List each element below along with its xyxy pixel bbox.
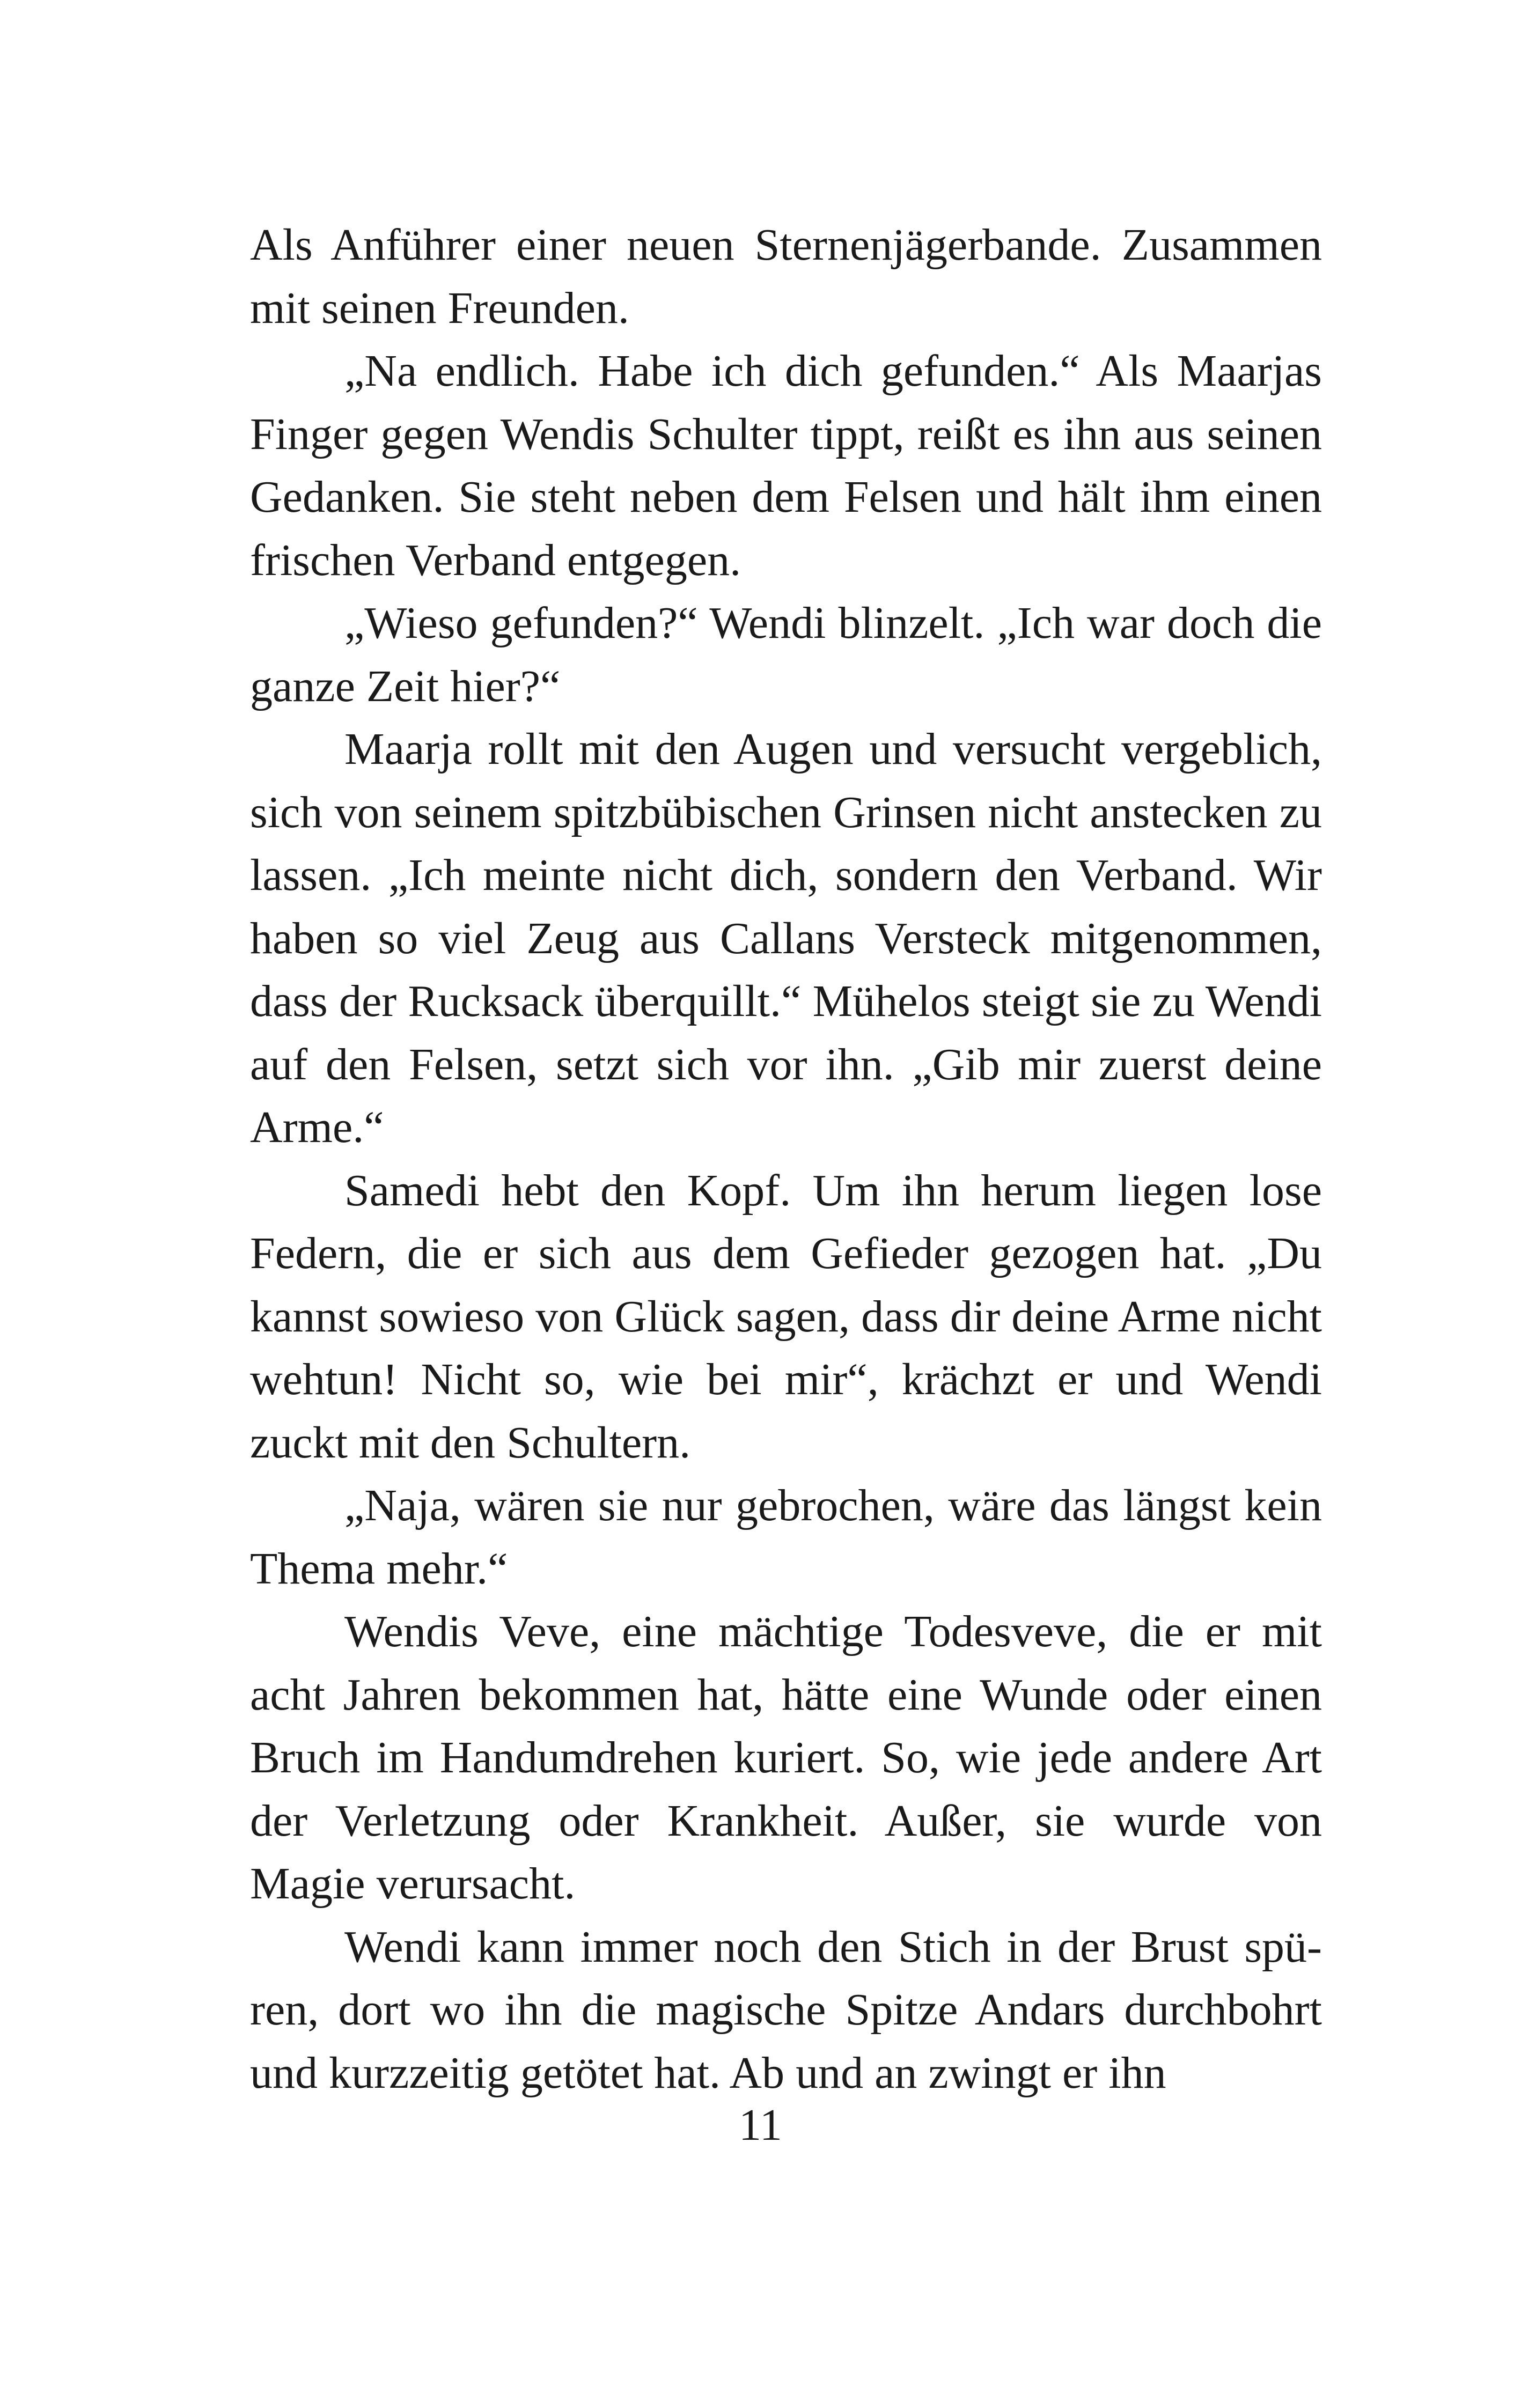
body-text [250,213,1322,2104]
paragraph: „Naja, wären sie nur gebrochen, wäre das längst kein Thema mehr.“ [250,1481,1322,1594]
paragraph: „Wieso gefunden?“ Wendi blinzelt. „Ich war doch die ganze Zeit hier?“ [250,598,1322,711]
paragraph: Wendis Veve, eine mächtige Todesveve, die er mit acht Jahren bekommen hat, hätte eine Wunde oder einen Bruch im Handumdrehen kuriert. So, wie jede andere Art der Verletzung oder Krankheit. Außer, sie wurde von Magie verursacht. [250,1607,1322,1909]
paragraph: „Na endlich. Habe ich dich gefunden.“ Als Maarjas Finger gegen Wendis Schulter tippt, reißt es ihn aus seinen Gedanken. Sie steht neben dem Felsen und hält ihm einen frischen Verband entgegen. [250,346,1322,585]
paragraph: Samedi hebt den Kopf. Um ihn herum liegen lose Federn, die er sich aus dem Gefieder gezogen hat. „Du kannst sowieso von Glück sagen, dass dir deine Arme nicht wehtun! Nicht so, wie bei mir“, krächzt er und Wendi zuckt mit den Schultern. [250,1165,1322,1468]
paragraph: Maarja rollt mit den Augen und versucht vergeblich, sich von seinem spitzbübischen Grinsen nicht anstecken zu lassen. „Ich meinte nicht dich, sondern den Verband. Wir haben so viel Zeug aus Callans Versteck mitgenommen, dass der Rucksack überquillt.“ Mühelos steigt sie zu Wendi auf den Felsen, setzt sich vor ihn. „Gib mir zuerst deine Arme.“ [250,724,1322,1152]
paragraph: Wendi kann immer noch den Stich in der Brust spüren, dort wo ihn die magische Spitze Andars durchbohrt und kurzzeitig getötet hat. Ab und an zwingt er ihn [250,1921,1322,2098]
page-number: 11 [739,2100,782,2150]
paragraph: Als Anführer einer neuen Sternenjägerbande. Zusammen mit seinen Freunden. [250,220,1322,333]
